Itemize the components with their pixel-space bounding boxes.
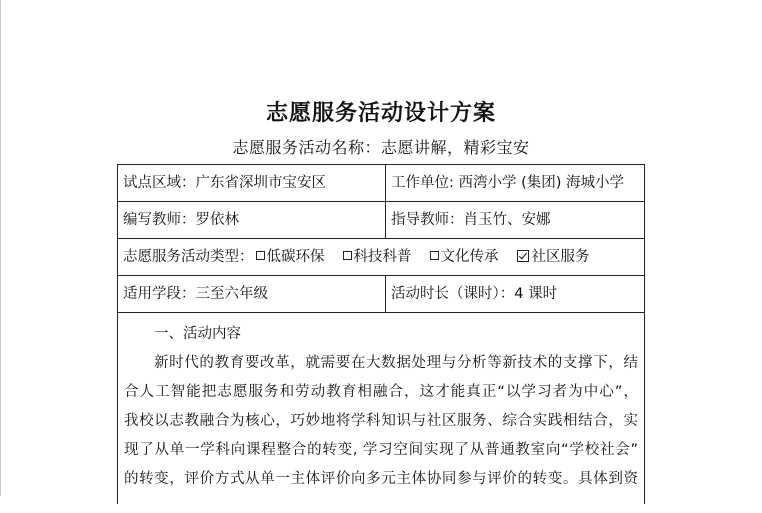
checkbox-empty-icon[interactable] (430, 251, 439, 260)
option-community-service[interactable]: 社区服务 (515, 249, 590, 265)
duration-cell: 活动时长（课时）：4 课时 (385, 276, 644, 312)
option-culture[interactable]: 文化传承 (428, 249, 499, 265)
paragraph-line: 现了从单一学科向课程整合的转变, 学习空间实现了从普通教室向“学校社会” (124, 442, 638, 458)
table-row-region (118, 165, 644, 202)
section-heading: 一、活动内容 (154, 326, 241, 342)
document-title: 志愿服务活动设计方案 (265, 101, 496, 126)
grade-level-cell: 适用学段：三至六年级 (123, 286, 268, 302)
author-teacher-cell: 编写教师：罗依林 (123, 212, 239, 228)
table-row-grade-duration (118, 276, 644, 313)
paragraph-line: 合人工智能把志愿服务和劳动教育相融合，这才能真正“以学习者为中心”， (124, 384, 638, 400)
table-row-teachers (118, 202, 644, 239)
paragraph-line: 的转变，评价方式从单一主体评价向多元主体协同参与评价的转变。具体到资 (124, 471, 638, 487)
table-row-content (118, 313, 644, 513)
activity-type-label: 志愿服务活动类型： (123, 249, 254, 265)
paragraph-line: 我校以志教融合为核心，巧妙地将学科知识与社区服务、综合实践相结合，实 (124, 413, 638, 429)
paragraph-line: 新时代的教育要改革，就需要在大数据处理与分析等新技术的支撑下，结 (154, 355, 638, 371)
option-low-carbon[interactable]: 低碳环保 (254, 249, 325, 265)
content-paragraph (124, 349, 638, 494)
activity-type-cell (118, 239, 644, 275)
option-science[interactable]: 科技科普 (341, 249, 412, 265)
pilot-region-cell: 试点区域：广东省深圳市宝安区 (123, 175, 326, 191)
work-unit-cell: 工作单位: 西湾小学 (集团) 海城小学 (385, 165, 644, 201)
checkbox-checked-icon[interactable] (517, 250, 529, 262)
checkbox-empty-icon[interactable] (343, 251, 352, 260)
document-subtitle: 志愿服务活动名称：志愿讲解，精彩宝安 (232, 138, 530, 157)
activity-content (118, 313, 644, 494)
page-left-edge (0, 0, 1, 496)
info-table (117, 164, 645, 504)
table-row-activity-type (118, 239, 644, 276)
advisor-teacher-cell: 指导教师：肖玉竹、安娜 (385, 202, 644, 238)
checkbox-empty-icon[interactable] (256, 251, 265, 260)
